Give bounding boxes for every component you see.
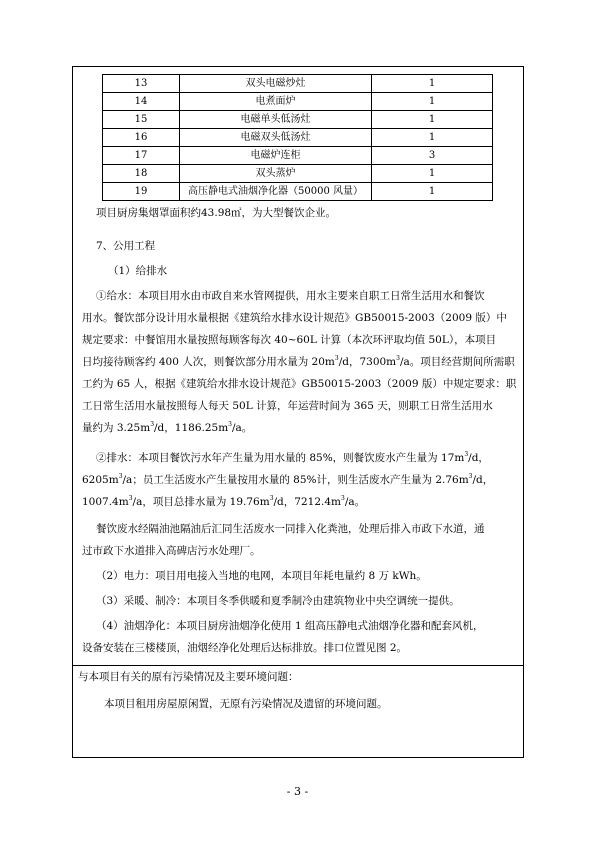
power-text: （2）电力：项目用电接入当地的电网，本项目年耗电量约 8 万 kWh。 (96, 570, 427, 582)
table-row (103, 75, 493, 93)
cell-qty: 1 (372, 93, 493, 111)
cell-name: 双头电磁炒灶 (180, 75, 372, 93)
table-row (103, 165, 493, 183)
page-number: - 3 - (286, 785, 309, 798)
cell-no: 18 (103, 165, 180, 183)
cell-name: 电磁炉连柜 (180, 147, 372, 165)
section-public-works: 7、公用工程 (96, 240, 156, 252)
cell-qty: 1 (372, 183, 493, 201)
sewer-line-1: 餐饮废水经隔油池隔油后汇同生活废水一同排入化粪池，处理后排入市政下水道，通 (96, 523, 485, 535)
cell-qty: 3 (372, 147, 493, 165)
section-divider (72, 665, 524, 666)
hood-note: 项目厨房集烟罩面积约43.98㎡，为大型餐饮企业。 (96, 207, 337, 219)
equipment-table (102, 74, 493, 201)
cell-no: 14 (103, 93, 180, 111)
table-row (103, 129, 493, 147)
drain-line-3: $1007.4m^3/a$，项目总排水量为 $19.76m^3/d$，$7212.4m^3/a$。 (82, 495, 366, 508)
supply-line-1: ①给水：本项目用水由市政自来水管网提供，用水主要来自职工日常生活用水和餐饮 (96, 290, 485, 302)
hvac-text: （3）采暖、制冷：本项目冬季供暖和夏季制冷由建筑物业中央空调统一提供。 (96, 595, 460, 607)
cell-qty: 1 (372, 165, 493, 183)
supply-line-7: 量约为 $3.25m^3/d$，$1186.25m^3/a$。 (82, 421, 253, 434)
pollution-text: 本项目租用房屋原闲置，无原有污染情况及遗留的环境问题。 (104, 698, 388, 710)
cell-name: 电煮面炉 (180, 93, 372, 111)
cell-qty: 1 (372, 75, 493, 93)
cell-no: 16 (103, 129, 180, 147)
table-row (103, 111, 493, 129)
supply-line-6: 工日常生活用水量按照每人每天 50L 计算，年运营时间为 365 天，则职工日常生活用水 (82, 400, 493, 412)
table-row (103, 93, 493, 111)
sewer-line-2: 过市政下水道排入高碑店污水处理厂。 (82, 545, 261, 557)
cell-no: 15 (103, 111, 180, 129)
table-row (103, 183, 493, 201)
pollution-heading: 与本项目有关的原有污染情况及主要环境问题： (78, 671, 299, 683)
cell-name: 电磁双头低汤灶 (180, 129, 372, 147)
cell-qty: 1 (372, 129, 493, 147)
supply-line-2: 用水。餐饮部分设计用水量根据《建筑给水排水设计规范》GB50015-2003（2009 版）中 (82, 312, 507, 324)
supply-line-5: 工约为 65 人，根据《建筑给水排水设计规范》GB50015-2003（2009 版）中规定要求：职 (82, 378, 517, 390)
subsection-water: （1）给排水 (108, 265, 168, 277)
drain-line-2: $6205m^3/a$；员工生活废水产生量按用水量的 85%计，则生活废水产生量为 $2.76m^3/d$， (82, 473, 494, 486)
cell-qty: 1 (372, 111, 493, 129)
cell-no: 13 (103, 75, 180, 93)
supply-line-3: 规定要求：中餐馆用水量按照每顾客每次 40~60L 计算（本次环评取均值 50L），本项目 (82, 334, 497, 346)
table-row (103, 147, 493, 165)
fume-line-2: 设备安装在三楼楼顶，油烟经净化处理后达标排放。排口位置见图 2。 (82, 642, 408, 654)
cell-no: 19 (103, 183, 180, 201)
fume-line-1: （4）油烟净化：本项目厨房油烟净化使用 1 组高压静电式油烟净化器和配套风机， (96, 620, 484, 632)
cell-name: 双头蒸炉 (180, 165, 372, 183)
cell-name: 电磁单头低汤灶 (180, 111, 372, 129)
cell-name: 高压静电式油烟净化器（50000 风量） (180, 183, 372, 201)
drain-line-1: ②排水：本项目餐饮污水年产生量为用水量的 85%，则餐饮废水产生量为 $17m^3/d$， (96, 451, 489, 464)
cell-no: 17 (103, 147, 180, 165)
supply-line-4: 日均接待顾客约 400 人次，则餐饮部分用水量为 $20m^3/d$，$7300m^3/a$。项目经营期间所需职 (82, 355, 515, 368)
